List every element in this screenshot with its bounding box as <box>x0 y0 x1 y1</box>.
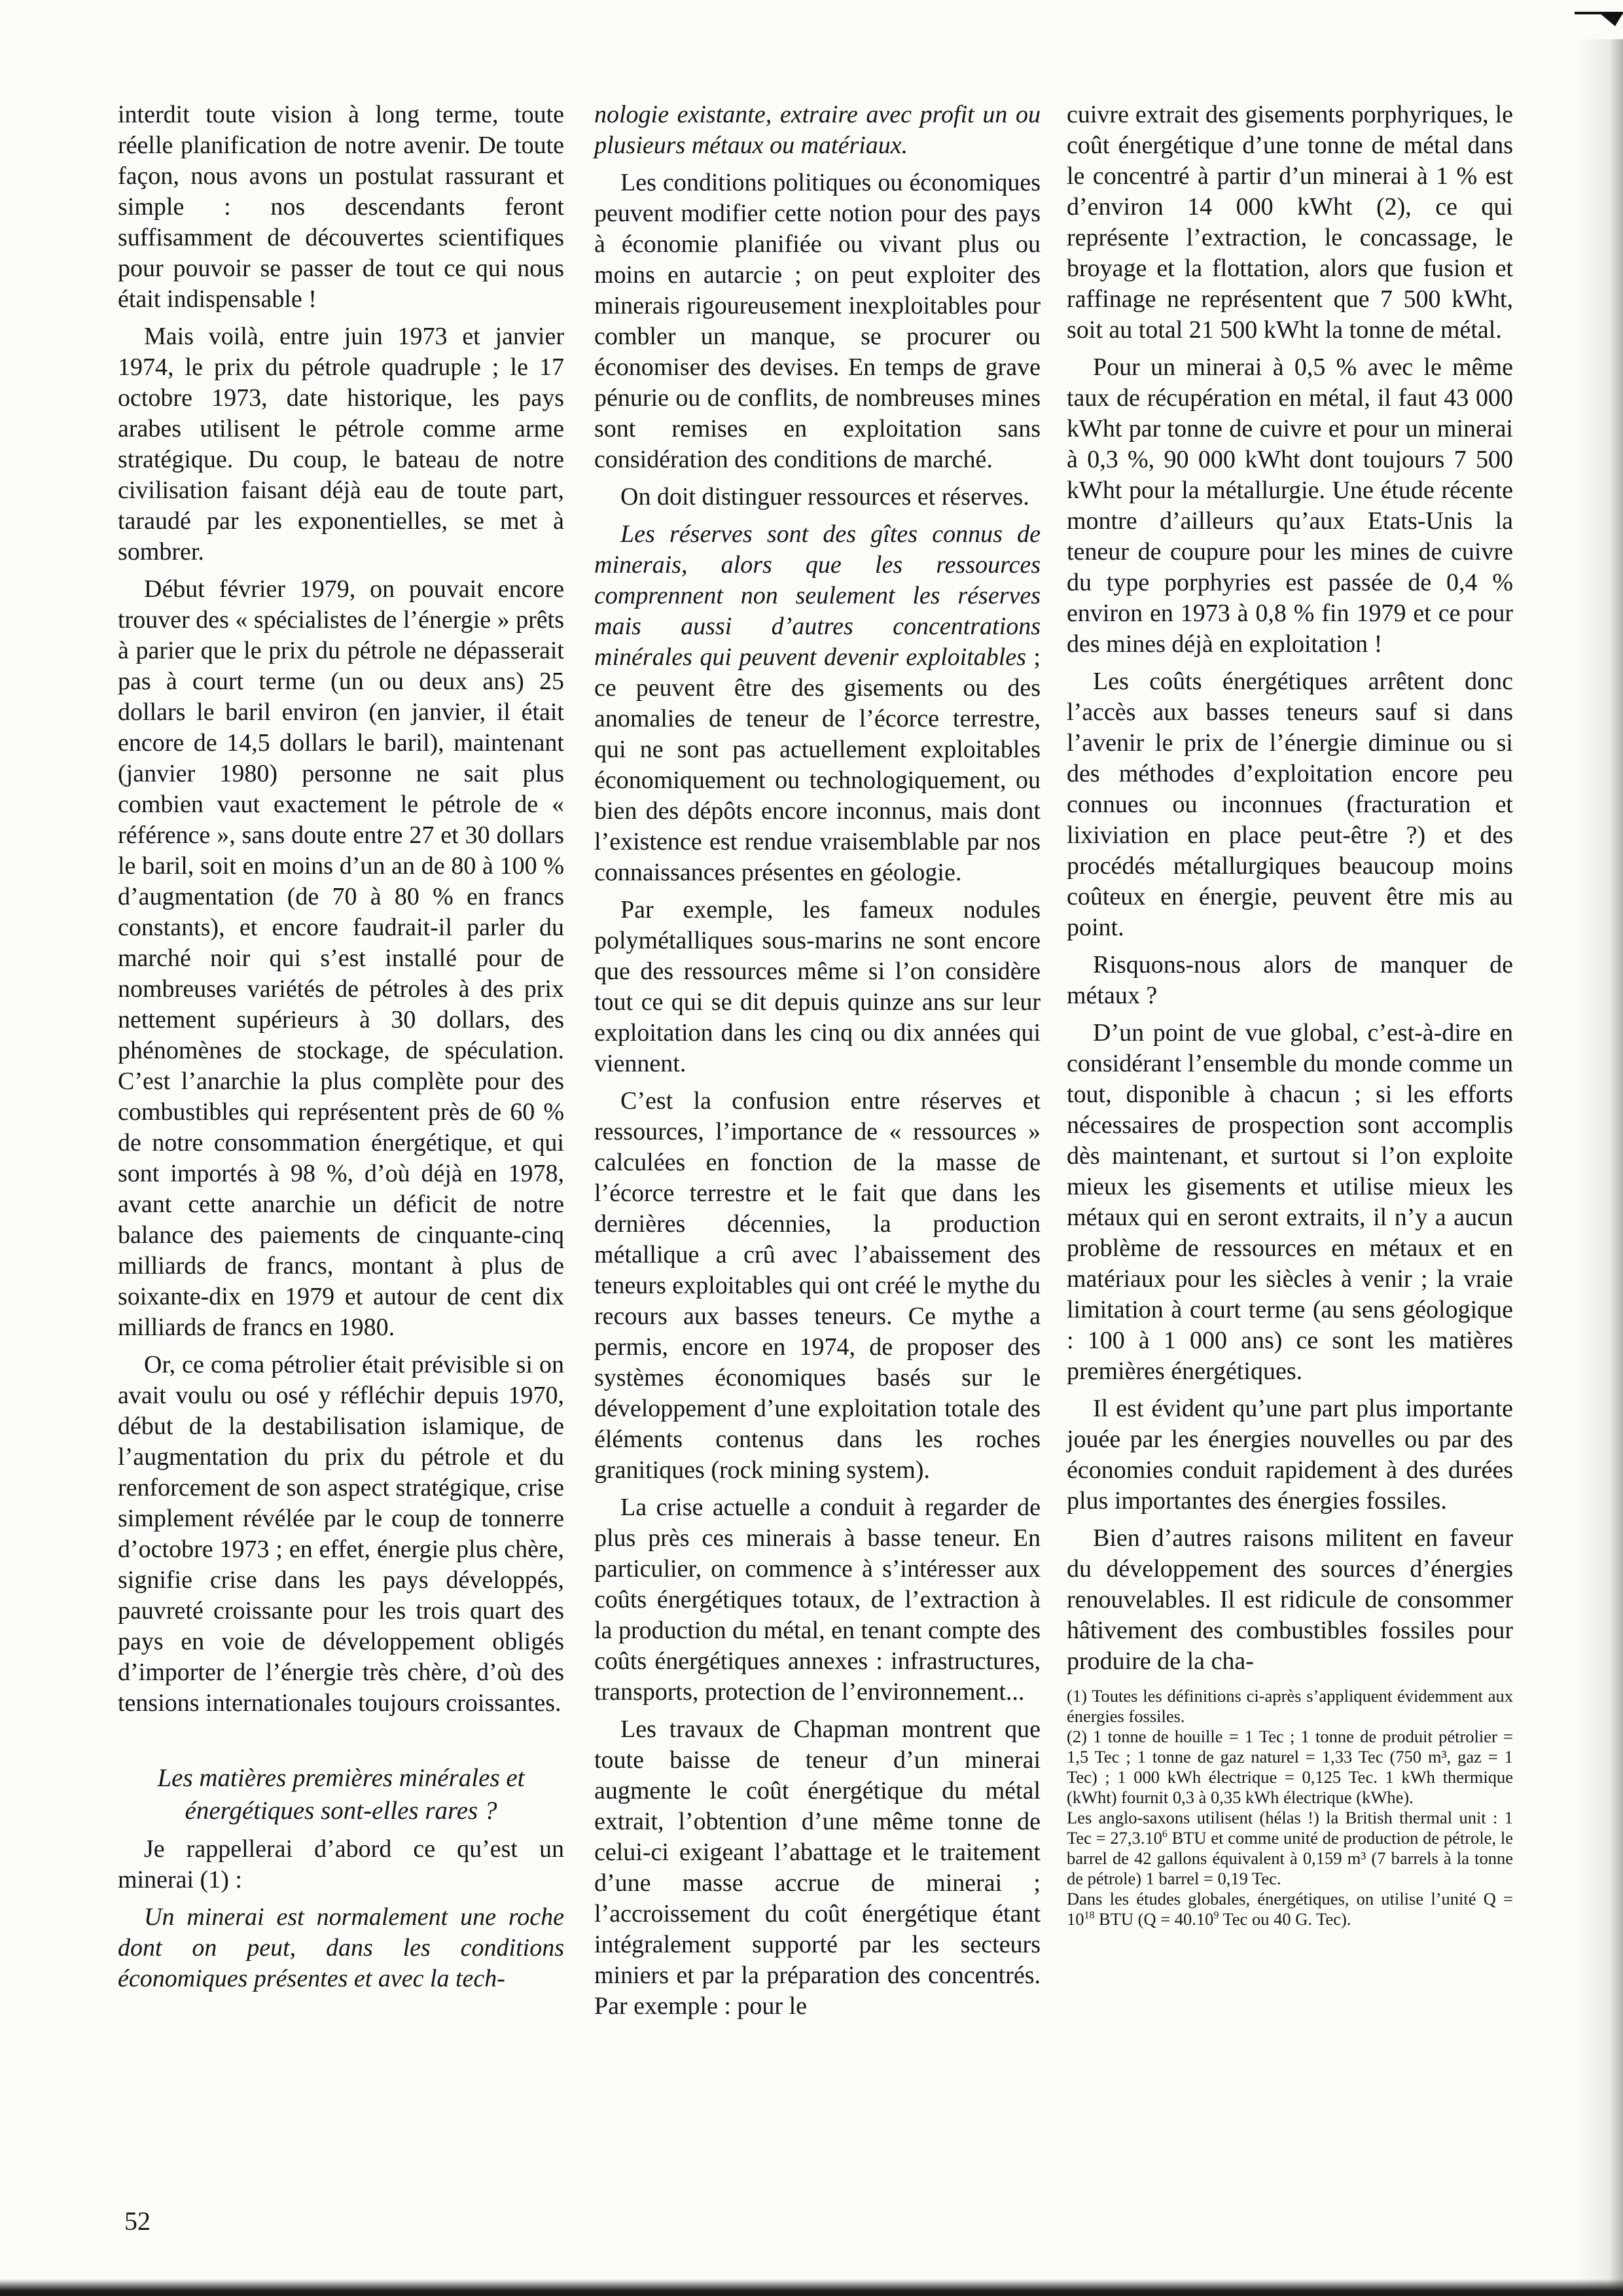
paragraph: Pour un minerai à 0,5 % avec le même taux de récupération en métal, il faut 43 000 kWht par tonne de cuivre et pour un minerai à 0,3 %, 90 000 kWht dont toujours 7 500 kWht pour la métallurgie. Une étude récente montre d’ailleurs qu’aux Etats-Unis la teneur de coupure pour les mines de cuivre du type porphyries est passée de 0,4 % environ en 1973 à 0,8 % fin 1979 et ce pour des mines déjà en exploitation ! <box>1067 353 1513 658</box>
footnote-4-text-end: Tec ou 40 G. Tec). <box>1219 1909 1351 1929</box>
footnote-3-text: Les anglo-saxons utilisent (hélas !) la British thermal unit : 1 Tec = 27,3.10 <box>1067 1808 1513 1848</box>
paragraph: Il est évident qu’une part plus importante jouée par les énergies nouvelles ou par des économies conduit rapidement à des durées plus importantes des énergies fossiles. <box>1067 1395 1513 1515</box>
scan-bottom-shadow <box>0 2279 1623 2296</box>
paragraph: C’est la confusion entre réserves et ressources, l’importance de « ressources » calculées en fonction de la masse de l’écorce terrestre et le fait que dans les dernières décennies, la production métallique a crû avec l’abaissement des teneurs exploitables qui ont créé le mythe du recours aux basses teneurs. Ce mythe a permis, encore en 1974, de proposer des systèmes économiques basés sur le développement d’une exploitation totale des éléments contenus dans les roches granitiques (rock mining system). <box>594 1087 1041 1484</box>
paragraph: interdit toute vision à long terme, toute réelle planification de notre avenir. De toute façon, nous avons un postulat rassurant et simple : nos descendants feront suffisamment de découvertes scientifiques pour pouvoir se passer de tout ce qui nous était indispensable ! <box>118 101 564 313</box>
paragraph: On doit distinguer ressources et réserves. <box>620 483 1029 511</box>
paragraph: Bien d’autres raisons militent en faveur du développement des sources d’énergies renouvelables. Il est ridicule de consommer hâtivement des combustibles fossiles pour produire de la cha- <box>1067 1524 1513 1675</box>
reserves-upright: ; ce peuvent être des gisements ou des anomalies de teneur de l’écorce terrestre, qui ne sont pas actuellement exploitables économiquement ou technologiquement, ou bien des dépôts encore inconnus, mais dont l’existence est rendue vraisemblable par nos connaissances présentes en géologie. <box>594 643 1041 886</box>
footnote-4-text: Dans les études globales, énergétiques, on utilise l’unité Q = 10 <box>1067 1889 1513 1929</box>
paragraph: Les coûts énergétiques arrêtent donc l’accès aux basses teneurs sauf si dans l’avenir le prix de l’énergie diminue ou si des méthodes d’exploitation encore peu connues ou inconnues (fracturation et lixiviation en place peut-être ?) et des procédés métallurgiques beaucoup moins coûteux en énergie, peuvent être mis au point. <box>1067 668 1513 941</box>
exponent: 9 <box>1213 1910 1219 1922</box>
definition-continued: nologie existante, extraire avec profit un ou plusieurs métaux ou matériaux. <box>594 101 1041 159</box>
paragraph: D’un point de vue global, c’est-à-dire en considérant l’ensemble du monde comme un tout, disponible à chacun ; si les efforts nécessaires de prospection sont accomplis dès maintenant, et surtout si l’on exploite mieux les gisements et utilise mieux les métaux qui en seront extraits, il n’y a aucun problème de ressources en métaux et en matériaux pour les siècles à venir ; la vraie limitation à court terme (au sens géologique : 100 à 1 000 ans) ce sont les matières premières énergétiques. <box>1067 1019 1513 1385</box>
footnote-4 <box>1067 1889 1513 1929</box>
paragraph: Par exemple, les fameux nodules polymétalliques sous-marins ne sont encore que des ressources même si l’on considère tout ce qui se dit depuis quinze ans sur leur exploitation dans les cinq ou dix années qui viennent. <box>594 896 1041 1077</box>
footnote-1: (1) Toutes les définitions ci-après s’appliquent évidemment aux énergies fossiles. <box>1067 1686 1513 1726</box>
scan-edge-shadow <box>1577 39 1623 2296</box>
column-right <box>1067 99 1513 1929</box>
reserves-italic: Les réserves sont des gîtes connus de minerais, alors que les ressources comprennent non seulement les réserves mais aussi d’autres concentrations minérales qui peuvent devenir exploitables <box>594 520 1041 671</box>
footnote-4-text-cont: BTU (Q = 40.10 <box>1094 1909 1214 1929</box>
paragraph: Les conditions politiques ou économiques peuvent modifier cette notion pour des pays à économie planifiée ou vivant plus ou moins en autarcie ; on peut exploiter des minerais rigoureusement inexploitables pour combler un manque, se procurer ou économiser des devises. En temps de grave pénurie ou de conflits, de nombreuses mines sont remises en exploitation sans considération des conditions de marché. <box>594 169 1041 473</box>
exponent: 18 <box>1084 1910 1095 1922</box>
exponent: 6 <box>1162 1829 1168 1840</box>
footnotes <box>1067 1686 1513 1929</box>
paragraph: La crise actuelle a conduit à regarder de plus près ces minerais à basse teneur. En particulier, on commence à s’intéresser aux coûts énergétiques totaux, de l’extraction à la production du métal, en tenant compte des coûts énergétiques annexes : infrastructures, transports, protection de l’environnement... <box>594 1494 1041 1706</box>
paragraph: Les travaux de Chapman montrent que toute baisse de teneur d’un minerai augmente le coût énergétique du métal extrait, l’obtention d’une même tonne de celui-ci exigeant l’abattage et le traitement d’une masse accrue de minerai ; l’accroissement du coût énergétique étant intégralement supporté par les secteurs miniers et par la préparation des concentrés. Par exemple : pour le <box>594 1715 1041 2020</box>
paragraph: Début février 1979, on pouvait encore trouver des « spécialistes de l’énergie » prêts à parier que le prix du pétrole ne dépasserait pas à court terme (un ou deux ans) 25 dollars le baril environ (en janvier, il était encore de 14,5 dollars le baril), maintenant (janvier 1980) personne ne sait plus combien vaut exactement le pétrole de « référence », sans doute entre 27 et 30 dollars le baril, soit en moins d’un an de 80 à 100 % d’augmentation (de 70 à 80 % en francs constants), et encore faudrait-il parler du marché noir qui s’est installé pour de nombreuses variétés de pétroles à des prix nettement supérieurs à 30 dollars, des phénomènes de stockage, de spéculation. C’est l’anarchie la plus complète pour des combustibles qui représentent près de 60 % de notre consommation énergétique, et qui sont importés à 98 %, d’où déjà en 1978, avant cette anarchie un déficit de notre balance des paiements de cinquante-cinq milliards de francs, montant à plus de soixante-dix en 1979 et autour de cent dix milliards de francs en 1980. <box>118 575 565 1341</box>
reserves-definition <box>594 519 1041 888</box>
corner-arrow-mark <box>1575 0 1623 31</box>
paragraph: Risquons-nous alors de manquer de métaux ? <box>1067 951 1513 1009</box>
footnote-2: (2) 1 tonne de houille = 1 Tec ; 1 tonne de produit pétrolier = 1,5 Tec ; 1 tonne de gaz naturel = 1,33 Tec (750 m³, gaz = 1 Tec) ; 1 000 kWh électrique = 0,125 Tec. 1 kWh thermique (kWht) fournit 0,3 à 0,35 kWh électrique (kWhe). <box>1067 1727 1513 1807</box>
section-heading: Les matières premières minérales et énergétiques sont-elles rares ? <box>157 1764 525 1825</box>
paragraph: Mais voilà, entre juin 1973 et janvier 1974, le prix du pétrole quadruple ; le 17 octobre 1973, date historique, les pays arabes utilisent le pétrole comme arme stratégique. Du coup, le bateau de notre civilisation faisant déjà eau de toute part, taraudé par les exponentielles, se met à sombrer. <box>118 323 564 565</box>
page-number: 52 <box>124 2206 151 2236</box>
footnote-3 <box>1067 1808 1513 1889</box>
paragraph: Or, ce coma pétrolier était prévisible si on avait voulu ou osé y réfléchir depuis 1970, début de la destabilisation islamique, de l’augmentation du prix du pétrole et du renforcement de son aspect stratégique, crise simplement révélée par le coup de tonnerre d’octobre 1973 ; en effet, énergie plus chère, signifie crise dans les pays développés, pauvreté croissante pour les trois quart des pays en voie de développement obligés d’importer de l’énergie très chère, d’où des tensions internationales toujours croissantes. <box>118 1351 564 1717</box>
paragraph: cuivre extrait des gisements porphyriques, le coût énergétique d’une tonne de métal dans le concentré à partir d’un minerai à 1 % est d’environ 14 000 kWht (2), ce qui représente l’extraction, le concassage, le broyage et la flottation, alors que fusion et raffinage ne représentent que 7 500 kWht, soit au total 21 500 kWht la tonne de métal. <box>1067 101 1513 344</box>
paragraph: Je rappellerai d’abord ce qu’est un minerai (1) : <box>118 1835 564 1893</box>
footnote-3-text-cont: BTU et comme unité de production de pétrole, le barrel de 42 gallons équivalent à 0,159 m³ (7 barrels à la tonne de pétrole) 1 barrel = 0,19 Tec. <box>1067 1828 1513 1888</box>
column-left <box>118 99 564 1994</box>
column-middle <box>594 99 1041 2022</box>
definition-italic: Un minerai est normalement une roche dont on peut, dans les conditions économiques présentes et avec la tech- <box>118 1903 564 1992</box>
